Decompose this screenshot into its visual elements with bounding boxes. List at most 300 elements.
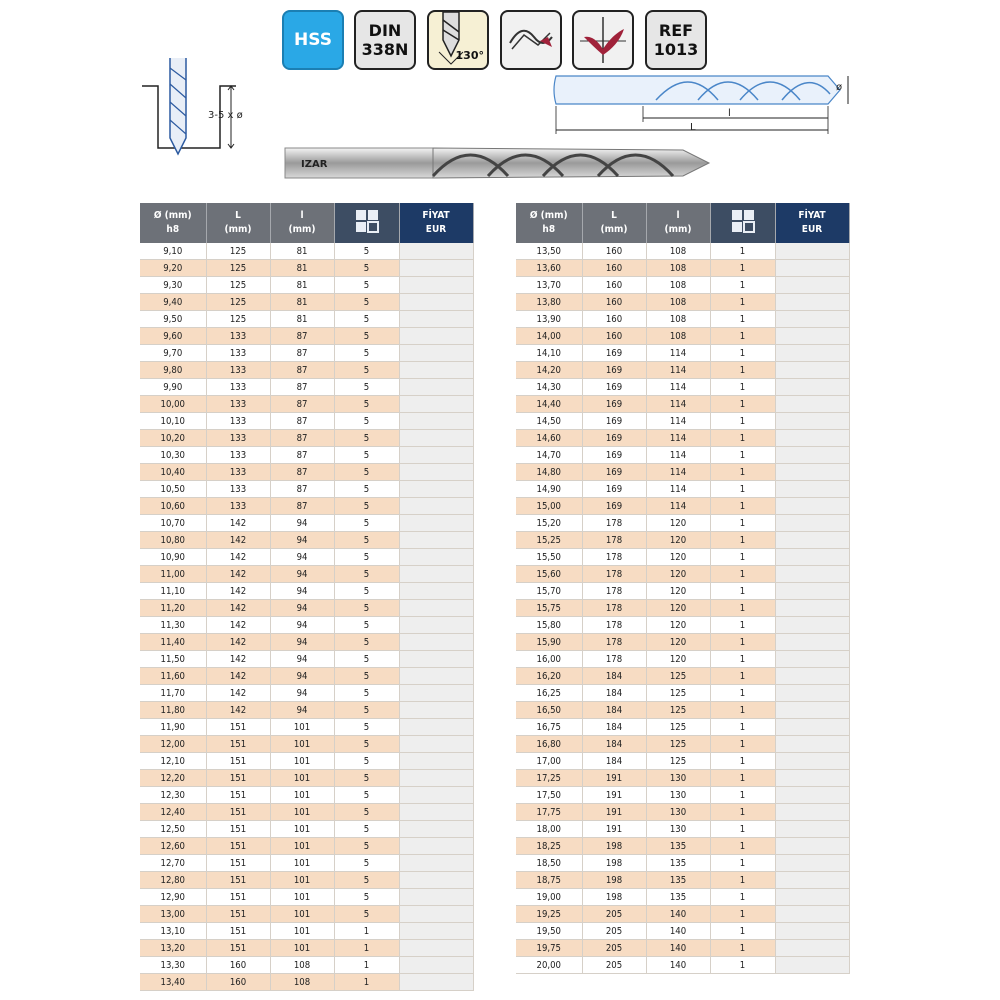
cell-flute-length: 135 bbox=[646, 889, 710, 906]
cell-price bbox=[399, 617, 473, 634]
cell-pack-quantity: 1 bbox=[710, 464, 775, 481]
cell-diameter: 9,70 bbox=[140, 345, 206, 362]
cell-total-length: 178 bbox=[582, 532, 646, 549]
cell-price bbox=[775, 379, 849, 396]
table-row bbox=[516, 923, 849, 940]
table-row bbox=[516, 447, 849, 464]
cell-pack-quantity: 1 bbox=[710, 753, 775, 770]
table-row bbox=[516, 838, 849, 855]
table-row bbox=[516, 311, 849, 328]
cell-flute-length: 114 bbox=[646, 396, 710, 413]
cell-price bbox=[775, 515, 849, 532]
cell-flute-length: 108 bbox=[270, 957, 334, 974]
cell-price bbox=[775, 923, 849, 940]
table-row bbox=[516, 668, 849, 685]
point-geometry-badge bbox=[572, 10, 634, 70]
cell-flute-length: 101 bbox=[270, 753, 334, 770]
cell-pack-quantity: 1 bbox=[710, 668, 775, 685]
cell-price bbox=[775, 872, 849, 889]
cell-flute-length: 101 bbox=[270, 906, 334, 923]
cell-price bbox=[775, 464, 849, 481]
table-row bbox=[516, 515, 849, 532]
cell-flute-length: 101 bbox=[270, 770, 334, 787]
table-row bbox=[140, 277, 473, 294]
cell-price bbox=[775, 855, 849, 872]
cell-diameter: 18,00 bbox=[516, 821, 582, 838]
cell-pack-quantity: 5 bbox=[334, 379, 399, 396]
cell-price bbox=[399, 804, 473, 821]
cell-diameter: 10,70 bbox=[140, 515, 206, 532]
cell-total-length: 184 bbox=[582, 736, 646, 753]
cell-flute-length: 87 bbox=[270, 379, 334, 396]
hss-badge bbox=[282, 10, 344, 70]
drill-product-image bbox=[283, 142, 713, 184]
cell-diameter: 14,10 bbox=[516, 345, 582, 362]
table-row bbox=[140, 719, 473, 736]
table-row bbox=[140, 634, 473, 651]
cell-price bbox=[775, 617, 849, 634]
brand-label: IZAR bbox=[301, 159, 328, 170]
header-diameter: Ø (mm) h8 bbox=[516, 203, 582, 243]
cell-total-length: 178 bbox=[582, 583, 646, 600]
table-row bbox=[140, 685, 473, 702]
table-row bbox=[140, 345, 473, 362]
cell-price bbox=[775, 804, 849, 821]
cell-total-length: 198 bbox=[582, 838, 646, 855]
cell-total-length: 178 bbox=[582, 651, 646, 668]
table-row bbox=[516, 260, 849, 277]
table-row bbox=[140, 583, 473, 600]
cell-diameter: 19,00 bbox=[516, 889, 582, 906]
table-row bbox=[516, 345, 849, 362]
cell-price bbox=[775, 770, 849, 787]
table-row bbox=[140, 600, 473, 617]
cell-price bbox=[399, 957, 473, 974]
cell-flute-length: 120 bbox=[646, 617, 710, 634]
table-row bbox=[140, 362, 473, 379]
table-row bbox=[516, 804, 849, 821]
table-row bbox=[516, 430, 849, 447]
cell-pack-quantity: 1 bbox=[710, 481, 775, 498]
cell-diameter: 14,00 bbox=[516, 328, 582, 345]
cell-price bbox=[399, 940, 473, 957]
cell-total-length: 178 bbox=[582, 600, 646, 617]
cell-price bbox=[399, 634, 473, 651]
cell-flute-length: 114 bbox=[646, 413, 710, 430]
cell-total-length: 151 bbox=[206, 838, 270, 855]
cell-diameter: 14,90 bbox=[516, 481, 582, 498]
table-row bbox=[140, 447, 473, 464]
cell-diameter: 10,60 bbox=[140, 498, 206, 515]
cell-pack-quantity: 5 bbox=[334, 583, 399, 600]
cell-total-length: 205 bbox=[582, 957, 646, 974]
table-row bbox=[140, 566, 473, 583]
cell-diameter: 13,00 bbox=[140, 906, 206, 923]
cell-price bbox=[399, 430, 473, 447]
table-row bbox=[140, 838, 473, 855]
cell-total-length: 133 bbox=[206, 430, 270, 447]
cell-price bbox=[399, 277, 473, 294]
cell-total-length: 178 bbox=[582, 617, 646, 634]
cell-diameter: 15,70 bbox=[516, 583, 582, 600]
table-row bbox=[140, 464, 473, 481]
cell-diameter: 16,75 bbox=[516, 719, 582, 736]
cell-flute-length: 125 bbox=[646, 685, 710, 702]
cell-pack-quantity: 5 bbox=[334, 787, 399, 804]
cell-diameter: 13,30 bbox=[140, 957, 206, 974]
cell-total-length: 142 bbox=[206, 600, 270, 617]
cell-total-length: 205 bbox=[582, 923, 646, 940]
cell-pack-quantity: 1 bbox=[710, 583, 775, 600]
cell-price bbox=[399, 736, 473, 753]
cell-pack-quantity: 1 bbox=[710, 566, 775, 583]
cell-pack-quantity: 5 bbox=[334, 260, 399, 277]
cell-diameter: 15,75 bbox=[516, 600, 582, 617]
cell-total-length: 142 bbox=[206, 583, 270, 600]
cell-diameter: 12,20 bbox=[140, 770, 206, 787]
table-row bbox=[516, 600, 849, 617]
cell-diameter: 13,80 bbox=[516, 294, 582, 311]
cell-diameter: 10,00 bbox=[140, 396, 206, 413]
table-row bbox=[140, 906, 473, 923]
cell-price bbox=[775, 634, 849, 651]
table-row bbox=[516, 532, 849, 549]
table-row bbox=[140, 243, 473, 260]
cell-price bbox=[399, 311, 473, 328]
cell-diameter: 10,10 bbox=[140, 413, 206, 430]
cell-price bbox=[775, 260, 849, 277]
package-icon bbox=[729, 207, 757, 235]
cell-diameter: 13,50 bbox=[516, 243, 582, 260]
cell-flute-length: 87 bbox=[270, 328, 334, 345]
cell-price bbox=[399, 345, 473, 362]
table-row bbox=[516, 651, 849, 668]
cell-price bbox=[399, 362, 473, 379]
cell-price bbox=[399, 923, 473, 940]
cell-flute-length: 87 bbox=[270, 498, 334, 515]
cell-pack-quantity: 5 bbox=[334, 685, 399, 702]
cell-flute-length: 94 bbox=[270, 549, 334, 566]
table-row bbox=[516, 787, 849, 804]
cell-flute-length: 87 bbox=[270, 362, 334, 379]
table-row bbox=[140, 753, 473, 770]
cell-total-length: 169 bbox=[582, 396, 646, 413]
cell-price bbox=[399, 685, 473, 702]
table-row bbox=[140, 804, 473, 821]
cell-total-length: 133 bbox=[206, 498, 270, 515]
cell-diameter: 10,50 bbox=[140, 481, 206, 498]
cell-price bbox=[399, 447, 473, 464]
cell-diameter: 16,50 bbox=[516, 702, 582, 719]
header-flute-length: l (mm) bbox=[270, 203, 334, 243]
cell-pack-quantity: 1 bbox=[334, 974, 399, 991]
cell-pack-quantity: 5 bbox=[334, 600, 399, 617]
split-point-badge bbox=[500, 10, 562, 70]
cell-price bbox=[775, 600, 849, 617]
table-row bbox=[140, 855, 473, 872]
cell-diameter: 15,00 bbox=[516, 498, 582, 515]
cell-total-length: 151 bbox=[206, 855, 270, 872]
cell-flute-length: 140 bbox=[646, 923, 710, 940]
cell-flute-length: 101 bbox=[270, 889, 334, 906]
cell-price bbox=[399, 719, 473, 736]
cell-diameter: 9,20 bbox=[140, 260, 206, 277]
cell-diameter: 14,60 bbox=[516, 430, 582, 447]
cell-diameter: 12,00 bbox=[140, 736, 206, 753]
header-pack-quantity bbox=[334, 203, 399, 243]
cell-pack-quantity: 1 bbox=[710, 838, 775, 855]
cell-diameter: 9,90 bbox=[140, 379, 206, 396]
cell-total-length: 191 bbox=[582, 821, 646, 838]
cell-price bbox=[775, 838, 849, 855]
table-row bbox=[140, 498, 473, 515]
cell-pack-quantity: 1 bbox=[710, 532, 775, 549]
cell-diameter: 18,25 bbox=[516, 838, 582, 855]
cell-diameter: 9,10 bbox=[140, 243, 206, 260]
table-row bbox=[516, 702, 849, 719]
cell-pack-quantity: 5 bbox=[334, 413, 399, 430]
header-price: FİYAT EUR bbox=[775, 203, 849, 243]
cell-flute-length: 87 bbox=[270, 447, 334, 464]
cell-price bbox=[399, 481, 473, 498]
cell-pack-quantity: 5 bbox=[334, 328, 399, 345]
cell-total-length: 169 bbox=[582, 481, 646, 498]
cell-price bbox=[775, 328, 849, 345]
cell-diameter: 14,40 bbox=[516, 396, 582, 413]
cell-flute-length: 135 bbox=[646, 838, 710, 855]
cell-flute-length: 81 bbox=[270, 260, 334, 277]
cell-pack-quantity: 5 bbox=[334, 243, 399, 260]
cell-diameter: 10,20 bbox=[140, 430, 206, 447]
cell-total-length: 142 bbox=[206, 668, 270, 685]
cell-flute-length: 120 bbox=[646, 532, 710, 549]
cell-flute-length: 114 bbox=[646, 430, 710, 447]
cell-price bbox=[399, 770, 473, 787]
cell-diameter: 14,80 bbox=[516, 464, 582, 481]
cell-price bbox=[775, 685, 849, 702]
cell-price bbox=[775, 362, 849, 379]
table-row bbox=[140, 770, 473, 787]
header-diameter: Ø (mm) h8 bbox=[140, 203, 206, 243]
table-row bbox=[140, 821, 473, 838]
cell-total-length: 160 bbox=[206, 974, 270, 991]
cell-pack-quantity: 5 bbox=[334, 396, 399, 413]
table-row bbox=[140, 532, 473, 549]
cell-pack-quantity: 5 bbox=[334, 345, 399, 362]
cell-diameter: 17,00 bbox=[516, 753, 582, 770]
cell-pack-quantity: 1 bbox=[710, 294, 775, 311]
cell-flute-length: 140 bbox=[646, 906, 710, 923]
cell-pack-quantity: 1 bbox=[710, 430, 775, 447]
cell-flute-length: 101 bbox=[270, 838, 334, 855]
table-row bbox=[140, 957, 473, 974]
cell-total-length: 178 bbox=[582, 515, 646, 532]
cell-pack-quantity: 5 bbox=[334, 668, 399, 685]
cell-price bbox=[399, 328, 473, 345]
cell-diameter: 18,50 bbox=[516, 855, 582, 872]
table-row bbox=[516, 957, 849, 974]
cell-pack-quantity: 1 bbox=[710, 651, 775, 668]
cell-flute-length: 114 bbox=[646, 447, 710, 464]
cell-diameter: 13,10 bbox=[140, 923, 206, 940]
cell-diameter: 11,00 bbox=[140, 566, 206, 583]
cell-diameter: 19,25 bbox=[516, 906, 582, 923]
cell-total-length: 184 bbox=[582, 753, 646, 770]
cell-diameter: 15,80 bbox=[516, 617, 582, 634]
cell-total-length: 151 bbox=[206, 872, 270, 889]
cell-diameter: 14,70 bbox=[516, 447, 582, 464]
flute-length-label: l bbox=[728, 108, 731, 119]
cell-flute-length: 101 bbox=[270, 855, 334, 872]
table-row bbox=[140, 481, 473, 498]
cell-price bbox=[775, 345, 849, 362]
cell-pack-quantity: 5 bbox=[334, 515, 399, 532]
cell-pack-quantity: 5 bbox=[334, 702, 399, 719]
cell-diameter: 12,40 bbox=[140, 804, 206, 821]
cell-flute-length: 108 bbox=[270, 974, 334, 991]
cell-flute-length: 101 bbox=[270, 940, 334, 957]
cell-total-length: 184 bbox=[582, 685, 646, 702]
table-row bbox=[516, 328, 849, 345]
table-row bbox=[140, 787, 473, 804]
cell-total-length: 169 bbox=[582, 379, 646, 396]
cell-flute-length: 130 bbox=[646, 770, 710, 787]
cell-flute-length: 94 bbox=[270, 583, 334, 600]
cell-pack-quantity: 5 bbox=[334, 277, 399, 294]
cell-price bbox=[399, 668, 473, 685]
table-row bbox=[516, 481, 849, 498]
cell-flute-length: 94 bbox=[270, 634, 334, 651]
cell-total-length: 142 bbox=[206, 617, 270, 634]
cell-pack-quantity: 5 bbox=[334, 481, 399, 498]
cell-pack-quantity: 1 bbox=[710, 328, 775, 345]
cell-price bbox=[399, 974, 473, 991]
cell-flute-length: 101 bbox=[270, 872, 334, 889]
cell-flute-length: 114 bbox=[646, 379, 710, 396]
cell-total-length: 160 bbox=[582, 260, 646, 277]
cell-flute-length: 87 bbox=[270, 345, 334, 362]
header-total-length: L (mm) bbox=[582, 203, 646, 243]
cell-total-length: 133 bbox=[206, 345, 270, 362]
cell-pack-quantity: 1 bbox=[710, 413, 775, 430]
cell-diameter: 12,60 bbox=[140, 838, 206, 855]
cell-flute-length: 108 bbox=[646, 311, 710, 328]
cell-flute-length: 130 bbox=[646, 804, 710, 821]
cell-price bbox=[775, 940, 849, 957]
cell-flute-length: 114 bbox=[646, 481, 710, 498]
cell-diameter: 12,70 bbox=[140, 855, 206, 872]
cell-price bbox=[775, 821, 849, 838]
cell-pack-quantity: 5 bbox=[334, 447, 399, 464]
cell-pack-quantity: 1 bbox=[710, 447, 775, 464]
cell-flute-length: 94 bbox=[270, 685, 334, 702]
cell-diameter: 17,50 bbox=[516, 787, 582, 804]
cell-pack-quantity: 5 bbox=[334, 311, 399, 328]
table-row bbox=[516, 583, 849, 600]
cell-flute-length: 120 bbox=[646, 600, 710, 617]
cell-pack-quantity: 5 bbox=[334, 719, 399, 736]
table-row bbox=[516, 566, 849, 583]
table-row bbox=[140, 379, 473, 396]
drill-size-table-right bbox=[516, 203, 850, 974]
cell-total-length: 198 bbox=[582, 889, 646, 906]
cell-pack-quantity: 5 bbox=[334, 549, 399, 566]
drill-size-table-left bbox=[140, 203, 474, 991]
cell-diameter: 11,80 bbox=[140, 702, 206, 719]
cell-diameter: 12,50 bbox=[140, 821, 206, 838]
header-pack-quantity bbox=[710, 203, 775, 243]
cell-total-length: 142 bbox=[206, 634, 270, 651]
cell-pack-quantity: 1 bbox=[710, 277, 775, 294]
cell-diameter: 13,90 bbox=[516, 311, 582, 328]
cell-flute-length: 125 bbox=[646, 668, 710, 685]
cell-total-length: 151 bbox=[206, 753, 270, 770]
cell-diameter: 17,75 bbox=[516, 804, 582, 821]
table-row bbox=[140, 736, 473, 753]
table-row bbox=[516, 770, 849, 787]
cell-price bbox=[775, 889, 849, 906]
table-row bbox=[516, 940, 849, 957]
cell-flute-length: 130 bbox=[646, 787, 710, 804]
cell-total-length: 169 bbox=[582, 413, 646, 430]
cell-price bbox=[399, 413, 473, 430]
cell-flute-length: 87 bbox=[270, 464, 334, 481]
cell-diameter: 9,60 bbox=[140, 328, 206, 345]
cell-price bbox=[399, 906, 473, 923]
cell-diameter: 11,20 bbox=[140, 600, 206, 617]
cell-price bbox=[399, 821, 473, 838]
cell-pack-quantity: 1 bbox=[710, 770, 775, 787]
cell-diameter: 18,75 bbox=[516, 872, 582, 889]
cell-total-length: 151 bbox=[206, 889, 270, 906]
din-number: 338N bbox=[361, 40, 409, 59]
cell-pack-quantity: 1 bbox=[710, 906, 775, 923]
cell-price bbox=[399, 702, 473, 719]
cell-pack-quantity: 1 bbox=[710, 617, 775, 634]
cell-pack-quantity: 5 bbox=[334, 770, 399, 787]
cell-price bbox=[775, 243, 849, 260]
table-row bbox=[516, 906, 849, 923]
cell-flute-length: 94 bbox=[270, 532, 334, 549]
cell-pack-quantity: 1 bbox=[710, 872, 775, 889]
cell-total-length: 151 bbox=[206, 736, 270, 753]
cell-flute-length: 108 bbox=[646, 277, 710, 294]
cell-price bbox=[399, 838, 473, 855]
cell-total-length: 191 bbox=[582, 787, 646, 804]
table-row bbox=[516, 821, 849, 838]
cell-diameter: 13,60 bbox=[516, 260, 582, 277]
cell-total-length: 178 bbox=[582, 566, 646, 583]
cell-diameter: 12,10 bbox=[140, 753, 206, 770]
cell-pack-quantity: 1 bbox=[710, 923, 775, 940]
cell-diameter: 12,90 bbox=[140, 889, 206, 906]
cell-flute-length: 135 bbox=[646, 872, 710, 889]
table-row bbox=[140, 617, 473, 634]
cell-pack-quantity: 1 bbox=[710, 311, 775, 328]
cell-total-length: 160 bbox=[206, 957, 270, 974]
cell-flute-length: 120 bbox=[646, 634, 710, 651]
cell-pack-quantity: 5 bbox=[334, 634, 399, 651]
cell-price bbox=[399, 464, 473, 481]
cell-price bbox=[775, 957, 849, 974]
cell-diameter: 10,40 bbox=[140, 464, 206, 481]
cell-flute-length: 120 bbox=[646, 566, 710, 583]
cell-pack-quantity: 5 bbox=[334, 430, 399, 447]
cell-price bbox=[775, 396, 849, 413]
cell-pack-quantity: 5 bbox=[334, 906, 399, 923]
cell-total-length: 169 bbox=[582, 464, 646, 481]
cell-flute-length: 108 bbox=[646, 260, 710, 277]
